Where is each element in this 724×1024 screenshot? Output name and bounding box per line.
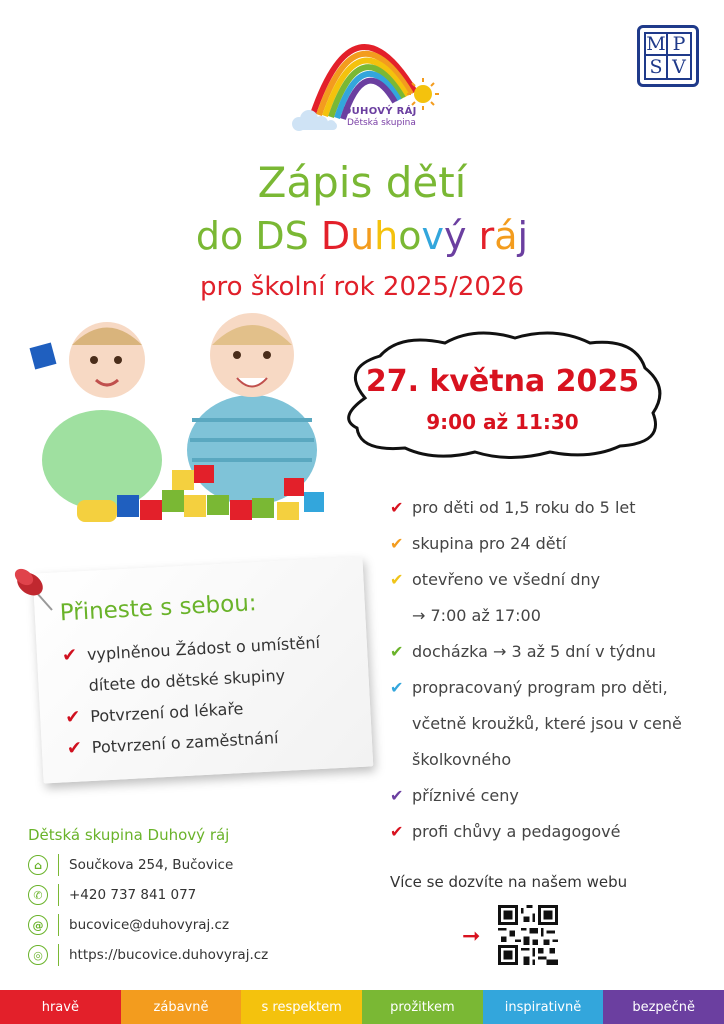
contact-web: ◎ https://bucovice.duhovyraj.cz [28, 943, 328, 967]
rainbow-letter [467, 214, 479, 258]
contact-phone: ✆ +420 737 841 077 [28, 883, 328, 907]
mpsv-letter: S [646, 56, 668, 78]
globe-icon: ◎ [28, 945, 48, 965]
rainbow-letter: ý [444, 214, 467, 258]
list-item: ✔ docházka → 3 až 5 dní v týdnu [390, 634, 710, 670]
list-item: ✔ otevřeno ve všední dny [390, 562, 710, 598]
value-bezpecne: bezpečně [603, 990, 724, 1024]
features-list [390, 490, 710, 850]
rainbow-name [321, 214, 528, 258]
home-icon: ⌂ [28, 855, 48, 875]
rainbow-letter: o [398, 214, 422, 258]
checkmark-icon: ✔ [390, 570, 404, 589]
value-hrave: hravě [0, 990, 121, 1024]
rainbow-letter: D [320, 214, 351, 258]
logo-name: DUHOVÝ RÁJ [343, 106, 417, 117]
rainbow-letter: u [350, 214, 375, 258]
rainbow-letter: v [421, 214, 445, 258]
checkmark-icon: ✔ [390, 786, 404, 805]
children-photo [22, 300, 342, 540]
checkmark-icon: ✔ [390, 678, 404, 697]
mpsv-letter: M [646, 34, 668, 56]
qr-code[interactable] [498, 905, 558, 965]
contact-address: ⌂ Součkova 254, Bučovice [28, 853, 328, 877]
list-item: včetně kroužků, které jsou v ceně [412, 714, 682, 733]
list-item: → 7:00 až 17:00 [412, 606, 541, 625]
list-item: ✔ Potvrzení od lékaře [65, 687, 366, 734]
list-item: ✔ profi chůvy a pedagogové [390, 814, 710, 850]
list-item: ✔ vyplněnou Žádost o umístění dítete do dětské skupiny [61, 632, 321, 695]
value-zabavne: zábavně [121, 990, 242, 1024]
note-title: Přineste s sebou: [59, 590, 258, 627]
checkmark-icon: ✔ [390, 534, 404, 553]
phone-icon: ✆ [28, 885, 48, 905]
list-item: ✔ pro děti od 1,5 roku do 5 let [390, 490, 710, 526]
web-info-text: Více se dozvíte na našem webu [390, 873, 628, 891]
rainbow-letter: h [374, 214, 399, 258]
checkmark-icon: ✔ [66, 737, 83, 760]
mpsv-letter: P [668, 34, 690, 56]
arrow-right-icon: ➞ [462, 924, 481, 949]
subtitle-prefix: do DS [195, 214, 321, 258]
event-time: 9:00 až 11:30 [426, 410, 579, 434]
email-icon: @ [28, 915, 48, 935]
list-item: ✔ propracovaný program pro děti, [390, 670, 710, 706]
list-item: ✔ Potvrzení o zaměstnání [66, 718, 367, 765]
contact-title: Dětská skupina Duhový ráj [28, 826, 230, 844]
checkmark-icon: ✔ [390, 642, 404, 661]
checkmark-icon: ✔ [64, 706, 81, 729]
page-title: Zápis dětí [257, 158, 467, 207]
checkmark-icon: ✔ [390, 822, 404, 841]
rainbow-letter: r [478, 214, 495, 258]
rainbow-letter: á [494, 214, 518, 258]
contact-email: @ bucovice@duhovyraj.cz [28, 913, 328, 937]
mpsv-letter: V [672, 55, 686, 78]
values-bar [0, 990, 724, 1024]
checkmark-icon: ✔ [390, 498, 404, 517]
page-subtitle [0, 214, 724, 258]
pushpin-icon [6, 560, 66, 620]
logo-subtitle: Dětská skupina [347, 118, 416, 128]
list-item: ✔ skupina pro 24 dětí [390, 526, 710, 562]
school-year: pro školní rok 2025/2026 [199, 272, 524, 302]
value-inspirativne: inspirativně [483, 990, 604, 1024]
event-date: 27. května 2025 [365, 364, 640, 399]
value-prozitkem: prožitkem [362, 990, 483, 1024]
list-item: školkovného [412, 750, 512, 769]
mpsv-logo-icon [637, 25, 699, 87]
rainbow-letter: j [517, 214, 529, 258]
bring-with-you-note [33, 557, 374, 784]
duhovy-raj-logo [285, 22, 445, 137]
value-s-respektem: s respektem [241, 990, 362, 1024]
checkmark-icon: ✔ [61, 644, 78, 667]
list-item: ✔ příznivé ceny [390, 778, 710, 814]
